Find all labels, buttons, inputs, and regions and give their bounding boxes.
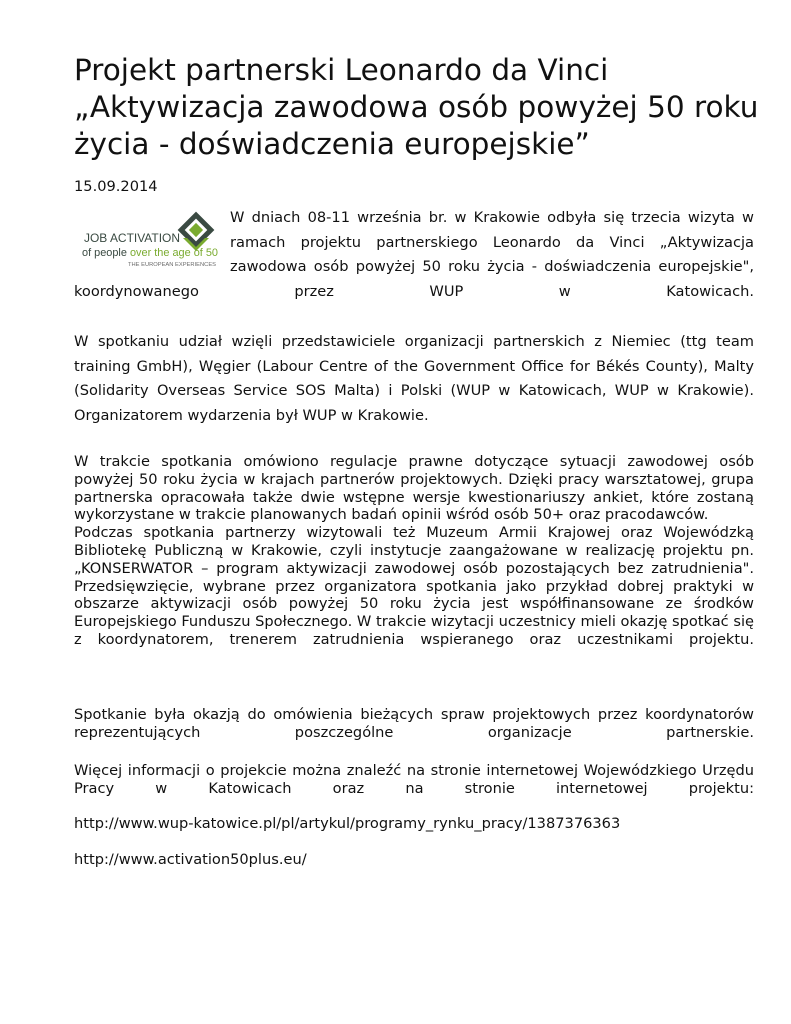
paragraph-1: W dniach 08-11 września br. w Krakowie odbyła się trzecia wizyta w ramach projektu partnerskiego Leonardo da Vinci „Aktywizacja zawodowa osób powyżej 50 roku życia - doświadczenia europejskie", koordynowanego przez WUP w Katowicach. [74,209,754,300]
wup-link[interactable]: http://www.wup-katowice.pl/pl/artykul/programy_rynku_pracy/1387376363 [74,815,621,832]
paragraph-6: Więcej informacji o projekcie można znaleźć na stronie internetowej Wojewódzkiego Urzędu Pracy w Katowicach oraz na stronie internetowej projektu: [74,762,754,797]
paragraph-5: Spotkanie była okazją do omówienia bieżących spraw projektowych przez koordynatorów reprezentujących poszczególne organizacje partnerskie. [74,706,754,741]
project-logo [78,206,224,274]
article-title: Projekt partnerski Leonardo da Vinci „Aktywizacja zawodowa osób powyżej 50 roku życia - doświadczenia europejskie” [74,53,759,161]
logo-line3: THE EUROPEAN EXPERIENCES [128,262,217,268]
intro-block [74,206,754,304]
project-site-link[interactable]: http://www.activation50plus.eu/ [74,851,307,868]
logo-line1: JOB ACTIVATION [84,233,180,245]
logo-line2b: over the age of 50 [129,247,219,259]
svg-text:of people over the age of 50 [82,247,218,259]
logo-line2a: of people [82,247,131,259]
article-date: 15.09.2014 [74,178,158,195]
paragraph-3: W trakcie spotkania omówiono regulacje prawne dotyczące sytuacji zawodowej osób powyżej 50 roku życia w krajach partnerów projektowych. Dzięki pracy warsztatowej, grupa partnerska opracowała także dwie wstępne wersje kwestionariuszy ankiet, które zostaną wykorzystane w trakcie planowanych badań opinii wśród osób 50+ oraz pracodawców. [74,453,754,524]
paragraph-4: Podczas spotkania partnerzy wizytowali też Muzeum Armii Krajowej oraz Wojewódzką Bibliotekę Publiczną w Krakowie, czyli instytucje zaangażowane w realizację projektu pn. „KONSERWATOR – program aktywizacji zawodowej osób pozostających bez zatrudnienia". Przedsięwzięcie, wybrane przez organizatora spotkania jako przykład dobrej praktyki w obszarze aktywizacji osób powyżej 50 roku życia jest współfinansowane ze środków Europejskiego Funduszu Społecznego. W trakcie wizytacji uczestnicy mieli okazję spotkać się z koordynatorem, trenerem zatrudnienia wspieranego oraz uczestnikami projektu. [74,524,754,648]
paragraph-group [74,453,754,649]
paragraph-2: W spotkaniu udział wzięli przedstawiciele organizacji partnerskich z Niemiec (ttg team training GmbH), Węgier (Labour Centre of the Government Office for Békés County), Malty (Solidarity Overseas Service SOS Malta) i Polski (WUP w Katowicach, WUP w Krakowie). Organizatorem wydarzenia był WUP w Krakowie. [74,333,754,424]
